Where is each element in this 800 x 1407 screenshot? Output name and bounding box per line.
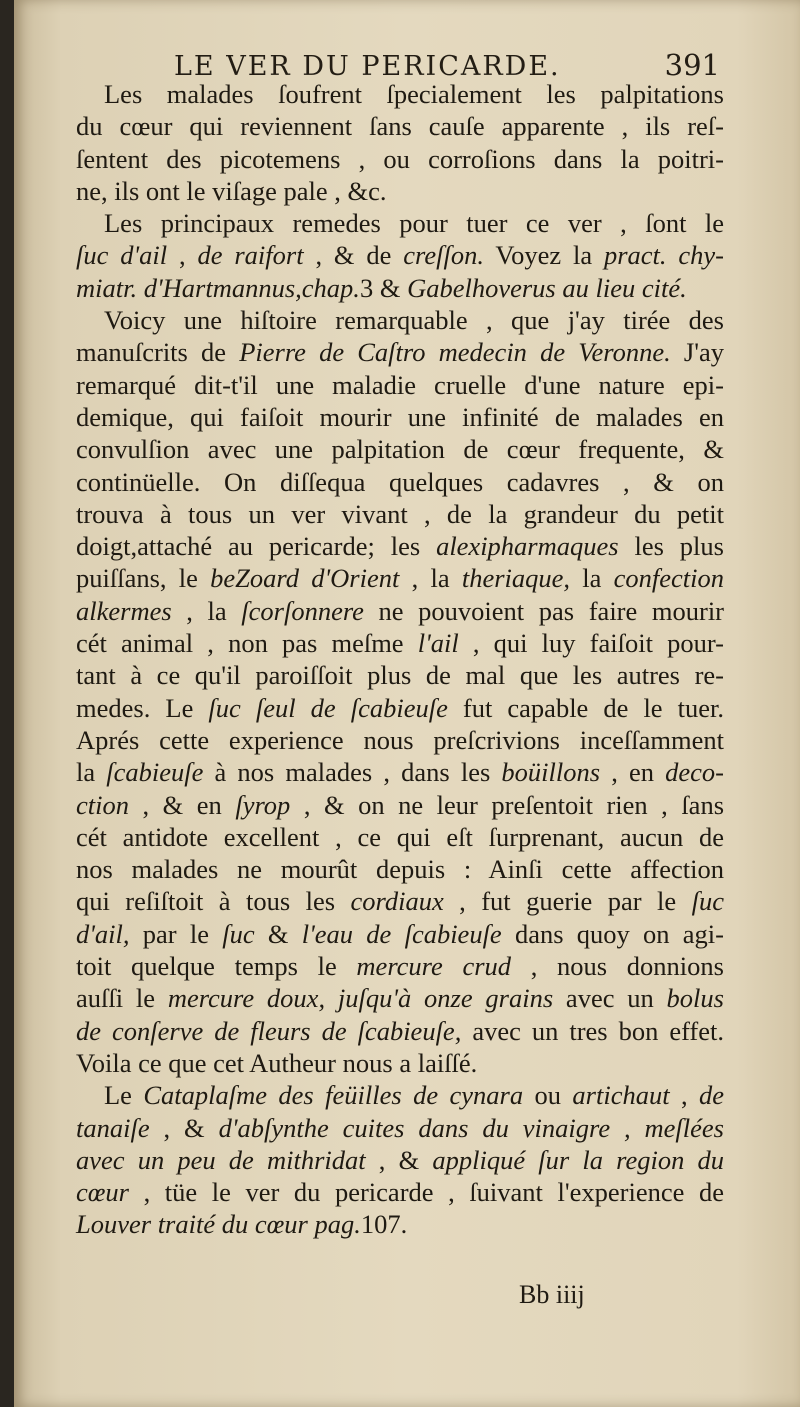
- roman-text: , tüe le ver du pericarde , ſuivant l'experience de: [129, 1177, 724, 1208]
- text-line: [76, 1112, 724, 1144]
- roman-text: ne pouvoient pas faire mourir: [363, 595, 725, 626]
- roman-text: , &: [149, 1112, 219, 1143]
- italic-text: appliqué ſur la region du: [432, 1144, 724, 1175]
- text-line: [76, 1144, 724, 1176]
- roman-text: , fut guerie par le: [443, 886, 692, 917]
- roman-text: convulſion avec une palpitation de cœur frequente, &: [76, 434, 724, 465]
- roman-text: Les principaux remedes pour tuer ce ver , ſont le: [104, 208, 724, 239]
- italic-text: de raifort: [197, 240, 304, 271]
- italic-text: d'ail,: [76, 918, 130, 949]
- roman-text: 107.: [360, 1209, 408, 1240]
- roman-text: , la: [399, 563, 462, 594]
- body-text: [76, 78, 724, 1241]
- signature-mark: Bb iiij: [519, 1280, 585, 1309]
- roman-text: avec un tres bon effet.: [461, 1015, 725, 1046]
- italic-text: d'abſynthe cuites dans du vinaigre , meſlées: [218, 1112, 724, 1143]
- roman-text: ſentent des picotemens , ou corroſions dans la poitri-: [76, 143, 724, 174]
- roman-text: , & de: [303, 240, 404, 271]
- italic-text: l'eau de ſcabieuſe: [301, 918, 502, 949]
- roman-text: medes. Le: [76, 692, 209, 723]
- text-line: [76, 336, 724, 368]
- roman-text: remarqué dit-t'il une maladie cruelle d'une nature epi-: [76, 369, 724, 400]
- text-line: [76, 175, 724, 207]
- roman-text: puiſſans, le: [76, 563, 211, 594]
- italic-text: boüillons: [501, 757, 601, 788]
- italic-text: alexipharmaques: [436, 531, 619, 562]
- italic-text: cordiaux: [350, 886, 444, 917]
- running-title: LE VER DU PERICARDE.: [174, 51, 561, 82]
- roman-text: Voyez la: [483, 240, 604, 271]
- text-line: [76, 110, 724, 142]
- text-line: [76, 530, 724, 562]
- text-line: [76, 1079, 724, 1111]
- text-line: [76, 272, 724, 304]
- italic-text: alkermes: [76, 595, 172, 626]
- roman-text: ,: [167, 240, 198, 271]
- roman-text: J'ay: [670, 337, 725, 368]
- text-line: [76, 466, 724, 498]
- text-line: [76, 1208, 724, 1240]
- italic-text: ſuc: [222, 918, 255, 949]
- page-number: 391: [664, 48, 720, 82]
- roman-text: Aprés cette experience nous preſcrivions inceſſamment: [76, 724, 724, 755]
- italic-text: Louver traité du cœur pag.: [76, 1209, 361, 1240]
- roman-text: trouva à tous un ver vivant , de la grandeur du petit: [76, 498, 724, 529]
- text-line: [76, 78, 724, 110]
- roman-text: , nous donnions: [511, 951, 724, 982]
- text-line: [76, 595, 724, 627]
- italic-text: Gabelhoverus au lieu cité.: [407, 272, 687, 303]
- roman-text: 3 &: [359, 272, 408, 303]
- text-line: [76, 918, 724, 950]
- italic-text: Pierre de Caſtro medecin de Veronne.: [239, 337, 671, 368]
- text-line: [76, 433, 724, 465]
- italic-text: de conſerve de fleurs de ſcabieuſe,: [76, 1015, 462, 1046]
- text-line: [76, 304, 724, 336]
- italic-text: creſſon.: [403, 240, 484, 271]
- roman-text: Les malades ſoufrent ſpecialement les palpitations: [104, 79, 724, 109]
- text-line: [76, 756, 724, 788]
- text-line: [76, 239, 724, 271]
- italic-text: beZoard d'Orient: [210, 563, 400, 594]
- italic-text: ſcabieuſe: [106, 757, 204, 788]
- text-line: [76, 143, 724, 175]
- roman-text: , la: [171, 595, 242, 626]
- roman-text: toit quelque temps le: [76, 951, 357, 982]
- text-line: [76, 659, 724, 691]
- book-page: [14, 0, 800, 1407]
- roman-text: cét animal , non pas meſme: [76, 628, 418, 659]
- roman-text: qui reſiſtoit à tous les: [76, 886, 351, 917]
- italic-text: mercure crud: [356, 951, 512, 982]
- text-line: [76, 724, 724, 756]
- italic-text: mercure doux, juſqu'à onze grains: [167, 983, 554, 1014]
- roman-text: , &: [365, 1144, 433, 1175]
- text-line: [76, 950, 724, 982]
- roman-text: du cœur qui reviennent ſans cauſe apparente , ils reſ-: [76, 111, 724, 142]
- roman-text: ,: [669, 1080, 700, 1111]
- text-line: [76, 692, 724, 724]
- roman-text: , qui luy faiſoit pour-: [458, 628, 724, 659]
- italic-text: artichaut: [572, 1080, 670, 1111]
- text-line: [76, 789, 724, 821]
- roman-text: auſſi le: [76, 983, 168, 1014]
- text-line: [76, 1176, 724, 1208]
- italic-text: tanaiſe: [76, 1112, 150, 1143]
- roman-text: cét antidote excellent , ce qui eſt ſurprenant, aucun de: [76, 821, 724, 852]
- roman-text: à nos malades , dans les: [203, 757, 502, 788]
- italic-text: miatr. d'Hartmannus,chap.: [76, 272, 360, 303]
- italic-text: deco-: [665, 757, 724, 788]
- roman-text: &: [254, 918, 302, 949]
- italic-text: avec un peu de mithridat: [76, 1144, 366, 1175]
- italic-text: bolus: [666, 983, 724, 1014]
- text-line: [76, 562, 724, 594]
- roman-text: fut capable de le tuer.: [447, 692, 724, 723]
- text-line: [76, 207, 724, 239]
- italic-text: ſuc d'ail: [76, 240, 168, 271]
- roman-text: par le: [129, 918, 223, 949]
- text-line: [76, 982, 724, 1014]
- italic-text: ſuc ſeul de ſcabieuſe: [208, 692, 448, 723]
- italic-text: confection: [613, 563, 725, 594]
- roman-text: , en: [600, 757, 666, 788]
- roman-text: manuſcrits de: [76, 337, 240, 368]
- roman-text: , & on ne leur preſentoit rien , ſans: [290, 789, 725, 820]
- roman-text: ou: [523, 1080, 573, 1111]
- italic-text: l'ail: [417, 628, 459, 659]
- italic-text: ſyrop: [235, 789, 291, 820]
- italic-text: ſcorſonnere: [241, 595, 364, 626]
- text-line: [76, 369, 724, 401]
- roman-text: Voila ce que cet Autheur nous a laiſſé.: [76, 1047, 478, 1078]
- roman-text: dans quoy on agi-: [501, 918, 724, 949]
- text-line: [76, 885, 724, 917]
- roman-text: continüelle. On diſſequa quelques cadavres , & on: [76, 466, 724, 497]
- roman-text: Le: [104, 1080, 144, 1111]
- roman-text: , & en: [129, 789, 236, 820]
- roman-text: les plus: [618, 531, 724, 562]
- roman-text: ne, ils ont le viſage pale , &c.: [76, 175, 387, 206]
- text-line: [76, 627, 724, 659]
- italic-text: theriaque,: [461, 563, 571, 594]
- text-line: [76, 498, 724, 530]
- roman-text: doigt,attaché au pericarde; les: [76, 531, 437, 562]
- roman-text: nos malades ne mourût depuis : Ainſi cette affection: [76, 854, 724, 885]
- text-line: [76, 821, 724, 853]
- roman-text: avec un: [553, 983, 667, 1014]
- text-line: [76, 401, 724, 433]
- text-line: [76, 1015, 724, 1047]
- roman-text: Voicy une hiſtoire remarquable , que j'ay tirée des: [104, 305, 724, 336]
- italic-text: cœur: [76, 1177, 129, 1208]
- text-line: [76, 853, 724, 885]
- italic-text: ction: [76, 789, 129, 820]
- italic-text: de: [699, 1080, 725, 1111]
- roman-text: demique, qui faiſoit mourir une infinité de malades en: [76, 401, 724, 432]
- italic-text: ſuc: [691, 886, 724, 917]
- roman-text: tant à ce qu'il paroiſſoit plus de mal que les autres re-: [76, 660, 724, 691]
- italic-text: pract. chy-: [603, 240, 724, 271]
- text-line: [76, 1047, 724, 1079]
- roman-text: la: [570, 563, 614, 594]
- italic-text: Cataplaſme des feüilles de cynara: [143, 1080, 524, 1111]
- roman-text: la: [76, 757, 107, 788]
